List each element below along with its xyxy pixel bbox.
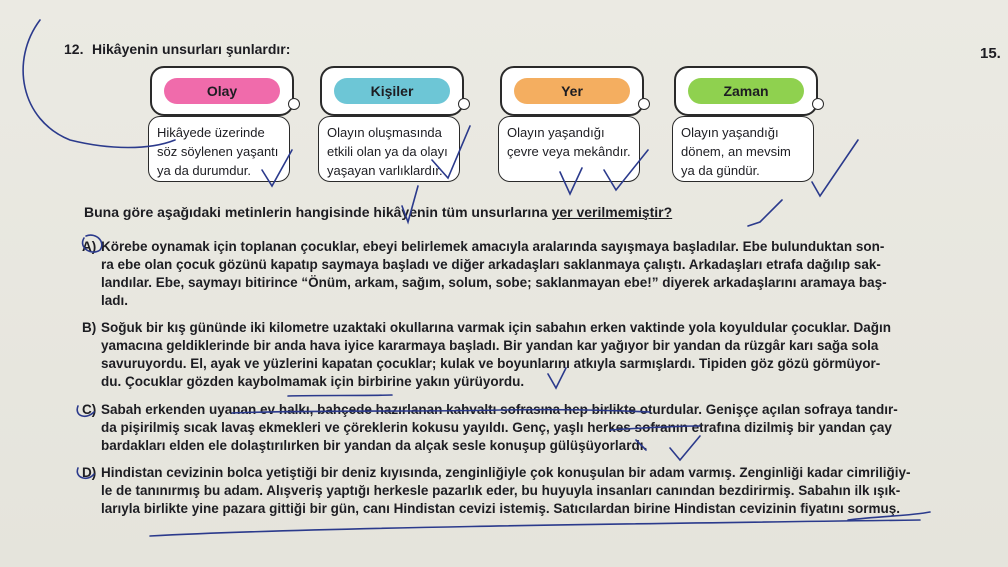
- option-d[interactable]: [82, 464, 912, 518]
- card-zaman: [674, 66, 822, 188]
- card-title: Kişiler: [334, 78, 450, 104]
- card-yer: [500, 66, 648, 188]
- card-title-frame: [500, 66, 644, 116]
- card-description: Olayın yaşandığı dönem, an mevsim ya da gündür.: [672, 116, 814, 182]
- option-c[interactable]: [82, 401, 912, 455]
- option-label: C): [82, 402, 97, 417]
- connector-dot: [638, 98, 650, 110]
- card-title-frame: [320, 66, 464, 116]
- card-title: Zaman: [688, 78, 804, 104]
- connector-dot: [812, 98, 824, 110]
- question-number: 12.: [64, 41, 84, 57]
- card-description: Olayın yaşandığı çevre veya mekândır.: [498, 116, 640, 182]
- option-label: B): [82, 320, 97, 335]
- option-text: Soğuk bir kış gününde iki kilometre uzaktaki okullarına varmak için sabahın erken vaktinde yola koyuldular çocuklar. Dağın yamacına geldiklerinde bir anda hava iyice kararmaya başladı. Bir yandan kar yağıyor bir yandan da rüzgâr karı sağa sola savuruyordu. El, ayak ve yüzlerini kapatan çocuklar; kulak ve boyunlarını atkıyla sarmışlardı. Tipiden göz gözü görmüyor- du. Çocuklar gözden kaybolmamak için birbirine yakın yürüyordu.: [101, 320, 892, 389]
- option-text: Hindistan cevizinin bolca yetiştiği bir deniz kıyısında, zenginliğiyle çok konuşulan bir adam varmış. Zenginliği kadar cimriliğiy- le de tanınırmış bu adam. Alışveriş yaptığı herkesle pazarlık eder, bu huyuyla insanları canından bezdirirmiş. Sabahın ilk ışık- larıyla birlikte yine pazara gittiği bir gün, canı Hindistan cevizi istemiş. Satıcılardan birine Hindistan cevizinin fiyatını sormuş.: [101, 465, 911, 516]
- option-a[interactable]: [82, 238, 912, 310]
- card-title-frame: [674, 66, 818, 116]
- option-label: A): [82, 239, 97, 254]
- connector-dot: [458, 98, 470, 110]
- question-prompt: Hikâyenin unsurları şunlardır:: [92, 41, 291, 57]
- check-mark: [748, 200, 782, 226]
- card-olay: [150, 66, 298, 188]
- card-kisiler: [320, 66, 468, 188]
- stem-underlined: yer verilmemiştir?: [551, 204, 673, 220]
- question-stem: [84, 204, 672, 220]
- card-title: Yer: [514, 78, 630, 104]
- page-number: 15.: [980, 45, 1001, 62]
- connector-dot: [288, 98, 300, 110]
- card-title: Olay: [164, 78, 280, 104]
- stem-text: Buna göre aşağıdaki metinlerin hangisinde hikâyenin tüm unsurlarına: [84, 204, 552, 220]
- underline-mark: [288, 395, 392, 396]
- card-title-frame: [150, 66, 294, 116]
- card-description: Hikâyede üzerinde söz söylenen yaşantı ya da durumdur.: [148, 116, 290, 182]
- option-label: D): [82, 465, 97, 480]
- option-text: Sabah erkenden uyanan ev halkı, bahçede hazırlanan kahvaltı sofrasına hep birlikte oturdular. Genişçe açılan sofraya tandır- da pişirilmiş sıcak lavaş ekmekleri ve çöreklerin kokusu yayıldı. Genç, yaşlı herkes sofranın etrafına dizilmiş bir yandan çay bardakları elden ele dolaştırılırken bir yandan da alçak sesle konuşup gülüşüyorlardı.: [101, 402, 898, 453]
- option-text: Körebe oynamak için toplanan çocuklar, ebeyi belirlemek amacıyla aralarında sayışmaya başladılar. Ebe bulunduktan son- ra ebe olan çocuk gözünü kapatıp saymaya başladı ve diğer arkadaşları saklanmaya çalıştı. Arkadaşları etrafa dağılıp sak- landılar. Ebe, saymayı bitirince “Önüm, arkam, sağım, solum, sobe; saklanmayan ebe!” diyerek arkadaşlarını aramaya baş- ladı.: [101, 239, 887, 308]
- option-b[interactable]: [82, 319, 912, 391]
- underline-mark: [150, 520, 920, 536]
- card-description: Olayın oluşmasında etkili olan ya da olayı yaşayan varlıklardır.: [318, 116, 460, 182]
